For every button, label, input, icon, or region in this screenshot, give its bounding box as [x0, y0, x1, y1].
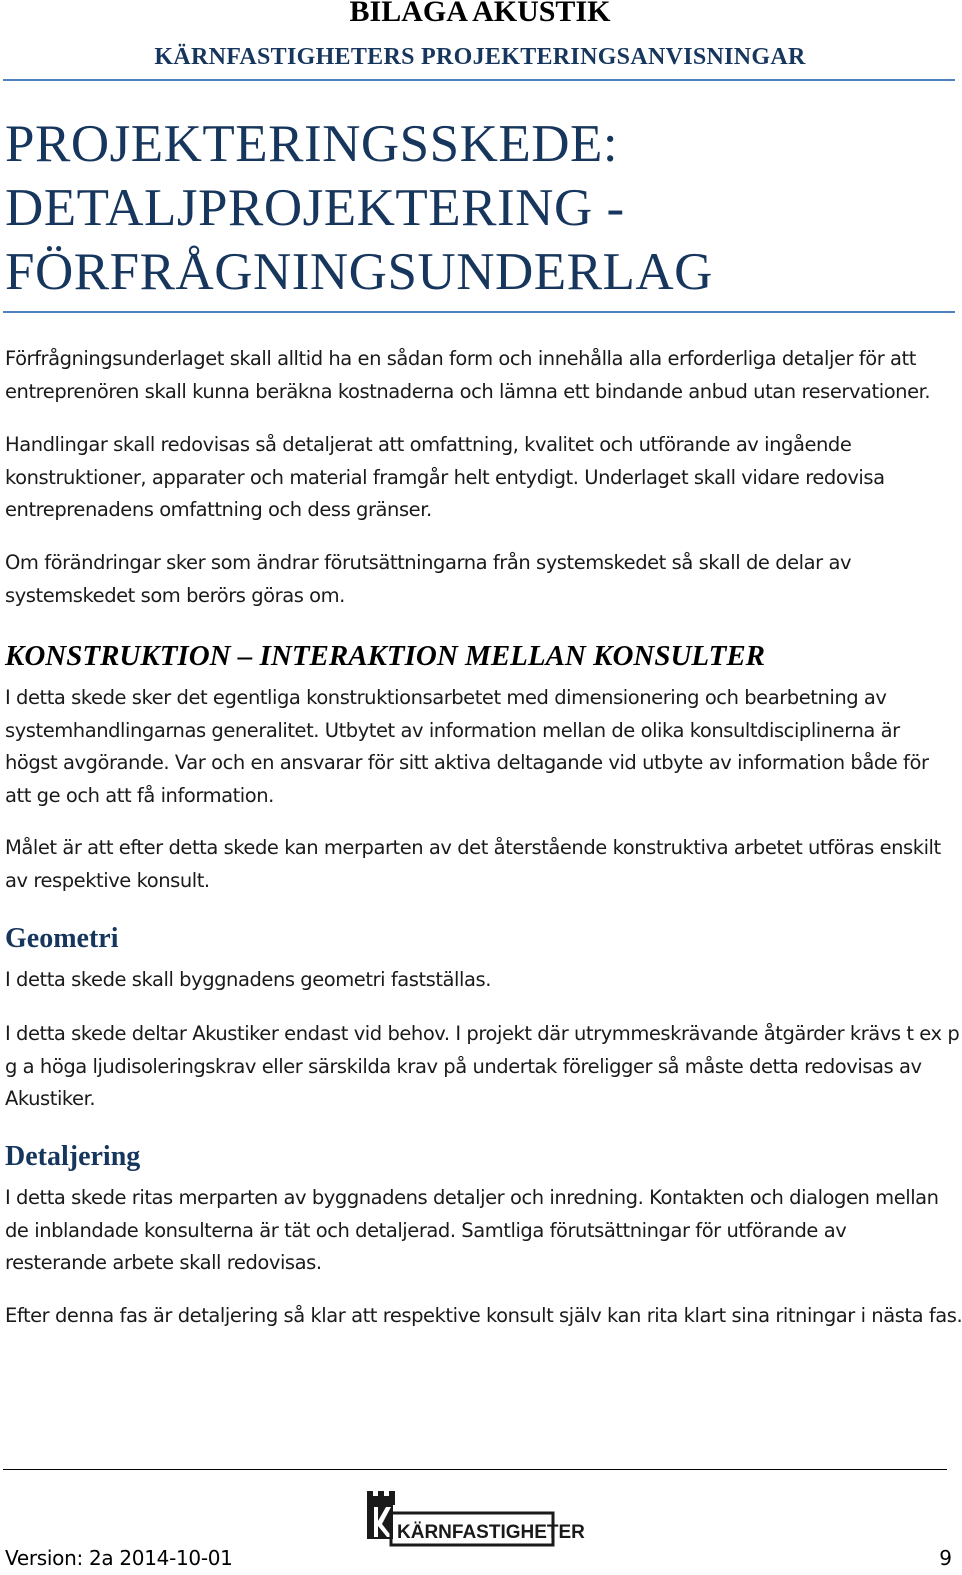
footer-divider	[3, 1469, 947, 1470]
text-line: konstruktioner, apparater och material framgår helt entydigt. Underlaget skall vidare redovisa	[5, 465, 885, 489]
section-heading-geometri: Geometri	[5, 923, 119, 954]
geometri-paragraph-2	[5, 1018, 960, 1116]
text-line: I detta skede sker det egentliga konstruktionsarbetet med dimensionering och bearbetning av	[5, 686, 887, 709]
footer-page-number: 9	[939, 1546, 952, 1570]
page-title	[5, 112, 955, 304]
text-line: Målet är att efter detta skede kan merparten av det återstående konstruktiva arbetet utföras enskilt	[5, 836, 941, 859]
text-line: Handlingar skall redovisas så detaljerat att omfattning, kvalitet och utförande av ingående	[5, 433, 852, 456]
geometri-paragraph-1	[5, 964, 955, 997]
section-heading-konstruktion: KONSTRUKTION – INTERAKTION MELLAN KONSULTER	[5, 640, 766, 672]
text-line: att ge och att få information.	[5, 783, 274, 807]
intro-paragraph-1	[5, 343, 955, 408]
page-title-line: PROJEKTERINGSSKEDE:	[5, 115, 619, 173]
text-line: resterande arbete skall redovisas.	[5, 1251, 322, 1274]
text-line: entreprenadens omfattning och dess gränser.	[5, 498, 432, 521]
text-line: Efter denna fas är detaljering så klar att respektive konsult själv kan rita klart sina ritningar i nästa fas.	[5, 1304, 962, 1327]
detaljering-paragraph-1	[5, 1182, 955, 1280]
page-title-line: FÖRFRÅGNINGSUNDERLAG	[5, 243, 713, 301]
footer-version: Version: 2a 2014-10-01	[5, 1546, 233, 1570]
page-title-line: DETALJPROJEKTERING -	[5, 179, 625, 237]
text-line: systemskedet som berörs göras om.	[5, 583, 345, 607]
text-line: Akustiker.	[5, 1087, 96, 1110]
intro-paragraph-2	[5, 429, 955, 527]
text-line: av respektive konsult.	[5, 868, 210, 892]
text-line: de inblandade konsulterna är tät och detaljerad. Samtliga förutsättningar för utförande av	[5, 1218, 847, 1242]
header-divider	[3, 79, 955, 81]
header-title: BILAGA AKUSTIK	[349, 0, 611, 28]
section-heading-detaljering: Detaljering	[5, 1141, 141, 1172]
text-line: högst avgörande. Var och en ansvarar för sitt aktiva deltagande vid utbyte av information både för	[5, 751, 929, 774]
text-line: I detta skede ritas merparten av byggnadens detaljer och inredning. Kontakten och dialogen mellan	[5, 1186, 939, 1209]
karnfastigheter-logo	[365, 1487, 585, 1549]
text-line: Om förändringar sker som ändrar förutsättningarna från systemskedet så skall de delar av	[5, 551, 852, 574]
text-line: I detta skede deltar Akustiker endast vid behov. I projekt där utrymmeskrävande åtgärder krävs t ex p	[5, 1022, 960, 1045]
text-line: Förfrågningsunderlaget skall alltid ha en sådan form och innehålla alla erforderliga detaljer för att	[5, 347, 916, 370]
text-line: I detta skede skall byggnadens geometri fastställas.	[5, 968, 491, 991]
konstruktion-paragraph-1	[5, 682, 955, 812]
konstruktion-paragraph-2	[5, 832, 955, 897]
detaljering-paragraph-2	[5, 1300, 962, 1333]
text-line: entreprenören skall kunna beräkna kostnaderna och lämna ett bindande anbud utan reservationer.	[5, 379, 931, 403]
intro-paragraph-3	[5, 547, 955, 612]
title-divider	[3, 311, 955, 313]
text-line: systemhandlingarnas generalitet. Utbytet av information mellan de olika konsultdisciplinerna är	[5, 718, 900, 742]
logo-wordmark: KÄRNFASTIGHETER	[397, 1522, 585, 1543]
header-subtitle: KÄRNFASTIGHETERS PROJEKTERINGSANVISNINGAR	[154, 44, 806, 70]
text-line: g a höga ljudisoleringskrav eller särskilda krav på undertak föreligger så måste detta redovisas av	[5, 1054, 922, 1078]
